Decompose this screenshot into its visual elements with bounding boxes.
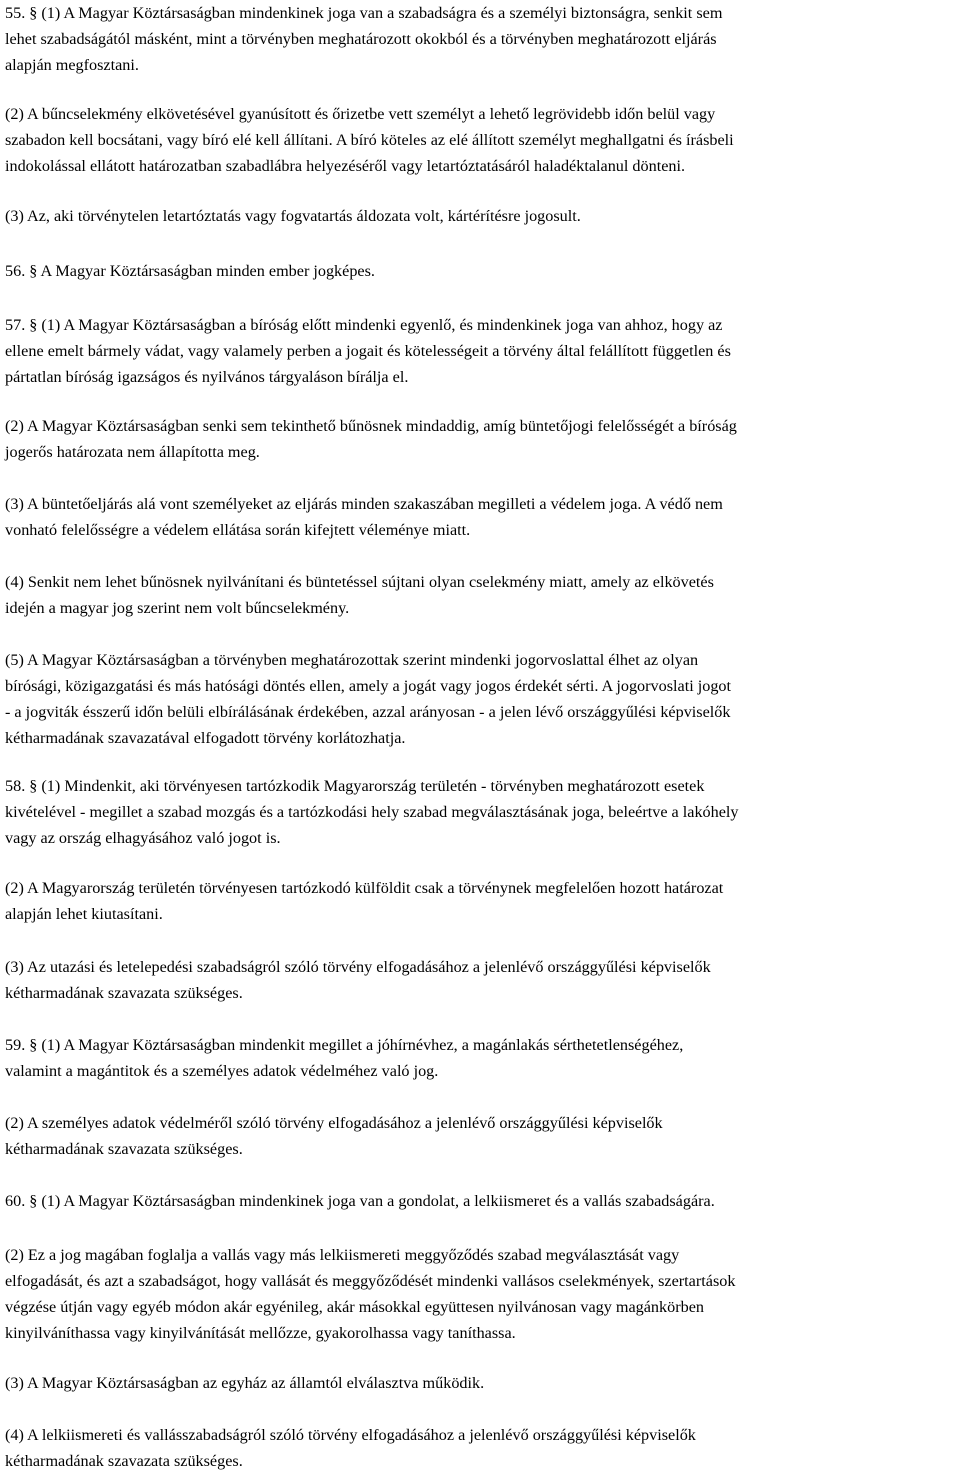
paragraph-57-4 (5, 569, 714, 621)
text-line: 56. § A Magyar Köztársaságban minden ember jogképes. (5, 262, 375, 280)
paragraph-55-1 (5, 0, 722, 78)
text-line: vonható felelősségre a védelem ellátása során kifejtett véleménye miatt. (5, 521, 471, 539)
text-line: (2) A személyes adatok védelméről szóló törvény elfogadásához a jelenlévő országgyűlési képviselők (5, 1114, 663, 1132)
text-line: (3) A büntetőeljárás alá vont személyeket az eljárás minden szakaszában megilleti a védelem joga. A védő nem (5, 495, 723, 513)
text-line: (5) A Magyar Köztársaságban a törvényben meghatározottak szerint mindenki jogorvoslattal élhet az olyan (5, 651, 699, 669)
text-line: vagy az ország elhagyásához való jogot is. (5, 829, 281, 847)
text-line: (3) A Magyar Köztársaságban az egyház az államtól elválasztva működik. (5, 1374, 485, 1392)
text-line: (4) A lelkiismereti és vallásszabadságról szóló törvény elfogadásához a jelenlévő országgyűlési képviselők (5, 1426, 696, 1444)
text-line: ellene emelt bármely vádat, vagy valamely perben a jogait és kötelességeit a törvény által felállított független és (5, 342, 731, 360)
paragraph-57-5 (5, 647, 731, 751)
text-line: kétharmadának szavazata szükséges. (5, 984, 243, 1002)
paragraph-57-1 (5, 312, 731, 390)
text-line: indokolással ellátott határozatban szabadlábra helyezéséről vagy letartóztatásáról haladéktalanul dönteni. (5, 157, 686, 175)
text-line: szabadon kell bocsátani, vagy bíró elé kell állítani. A bíró köteles az elé állított személyt meghallgatni és írásbeli (5, 131, 734, 149)
paragraph-58-1 (5, 773, 739, 851)
text-line: (4) Senkit nem lehet bűnösnek nyilvánítani és büntetéssel sújtani olyan cselekmény miatt, amely az elkövetés (5, 573, 714, 591)
text-line: (3) Az, aki törvénytelen letartóztatás vagy fogvatartás áldozata volt, kártérítésre jogosult. (5, 207, 581, 225)
paragraph-59-2 (5, 1110, 663, 1162)
paragraph-58-3 (5, 954, 711, 1006)
text-line: kinyilváníthassa vagy kinyilvánítását mellőzze, gyakorolhassa vagy taníthassa. (5, 1324, 516, 1342)
text-line: 55. § (1) A Magyar Köztársaságban mindenkinek joga van a szabadságra és a személyi biztonságra, senkit sem (5, 4, 723, 22)
text-line: kétharmadának szavazata szükséges. (5, 1452, 243, 1470)
text-line: 58. § (1) Mindenkit, aki törvényesen tartózkodik Magyarország területén - törvényben meghatározott esetek (5, 777, 705, 795)
text-line: elfogadását, és azt a szabadságot, hogy vallását és meggyőződését mindenki vallásos cselekmények, szertartások (5, 1272, 736, 1290)
text-line: 59. § (1) A Magyar Köztársaságban mindenkit megillet a jóhírnévhez, a magánlakás sérthetetlenségéhez, (5, 1036, 684, 1054)
paragraph-58-2 (5, 875, 723, 927)
text-line: alapján lehet kiutasítani. (5, 905, 163, 923)
paragraph-60-2 (5, 1242, 735, 1346)
paragraph-59-1 (5, 1032, 683, 1084)
text-line: kétharmadának szavazatával elfogadott törvény korlátozhatja. (5, 729, 406, 747)
text-line: (2) Ez a jog magában foglalja a vallás vagy más lelkiismereti meggyőződés szabad megválasztását vagy (5, 1246, 680, 1264)
text-line: kivételével - megillet a szabad mozgás és a tartózkodási hely szabad megválasztásának joga, beleértve a lakóhely (5, 803, 739, 821)
text-line: alapján megfosztani. (5, 56, 139, 74)
paragraph-57-2 (5, 413, 737, 465)
text-line: (2) A bűncselekmény elkövetésével gyanúsított és őrizetbe vett személyt a lehető legrövidebb időn belül vagy (5, 105, 716, 123)
paragraph-56 (5, 258, 375, 284)
text-line: pártatlan bíróság igazságos és nyilvános tárgyaláson bírálja el. (5, 368, 409, 386)
paragraph-60-1 (5, 1188, 715, 1214)
paragraph-55-3 (5, 203, 581, 229)
text-line: - a jogviták ésszerű időn belüli elbírálásának érdekében, azzal arányosan - a jelen lévő országgyűlési képviselők (5, 703, 731, 721)
text-line: (3) Az utazási és letelepedési szabadságról szóló törvény elfogadásához a jelenlévő országgyűlési képviselők (5, 958, 711, 976)
text-line: (2) A Magyarország területén törvényesen tartózkodó külföldit csak a törvénynek megfelelően hozott határozat (5, 879, 724, 897)
text-line: lehet szabadságától másként, mint a törvényben meghatározott okokból és a törvényben meghatározott eljárás (5, 30, 717, 48)
text-line: 57. § (1) A Magyar Köztársaságban a bíróság előtt mindenki egyenlő, és mindenkinek joga van ahhoz, hogy az (5, 316, 723, 334)
text-line: végzése útján vagy egyéb módon akár egyénileg, akár másokkal együttesen nyilvánosan vagy magánkörben (5, 1298, 704, 1316)
text-line: bírósági, közigazgatási és más hatósági döntés ellen, amely a jogát vagy jogos érdekét sérti. A jogorvoslati jogot (5, 677, 732, 695)
text-line: jogerős határozata nem állapította meg. (5, 443, 260, 461)
paragraph-57-3 (5, 491, 723, 543)
paragraph-55-2 (5, 101, 734, 179)
paragraph-60-4 (5, 1422, 696, 1474)
text-line: 60. § (1) A Magyar Köztársaságban mindenkinek joga van a gondolat, a lelkiismeret és a vallás szabadságára. (5, 1192, 715, 1210)
text-line: kétharmadának szavazata szükséges. (5, 1140, 243, 1158)
text-line: idején a magyar jog szerint nem volt bűncselekmény. (5, 599, 350, 617)
paragraph-60-3 (5, 1370, 484, 1396)
text-line: valamint a magántitok és a személyes adatok védelméhez való jog. (5, 1062, 439, 1080)
text-line: (2) A Magyar Köztársaságban senki sem tekinthető bűnösnek mindaddig, amíg büntetőjogi felelősségét a bíróság (5, 417, 737, 435)
